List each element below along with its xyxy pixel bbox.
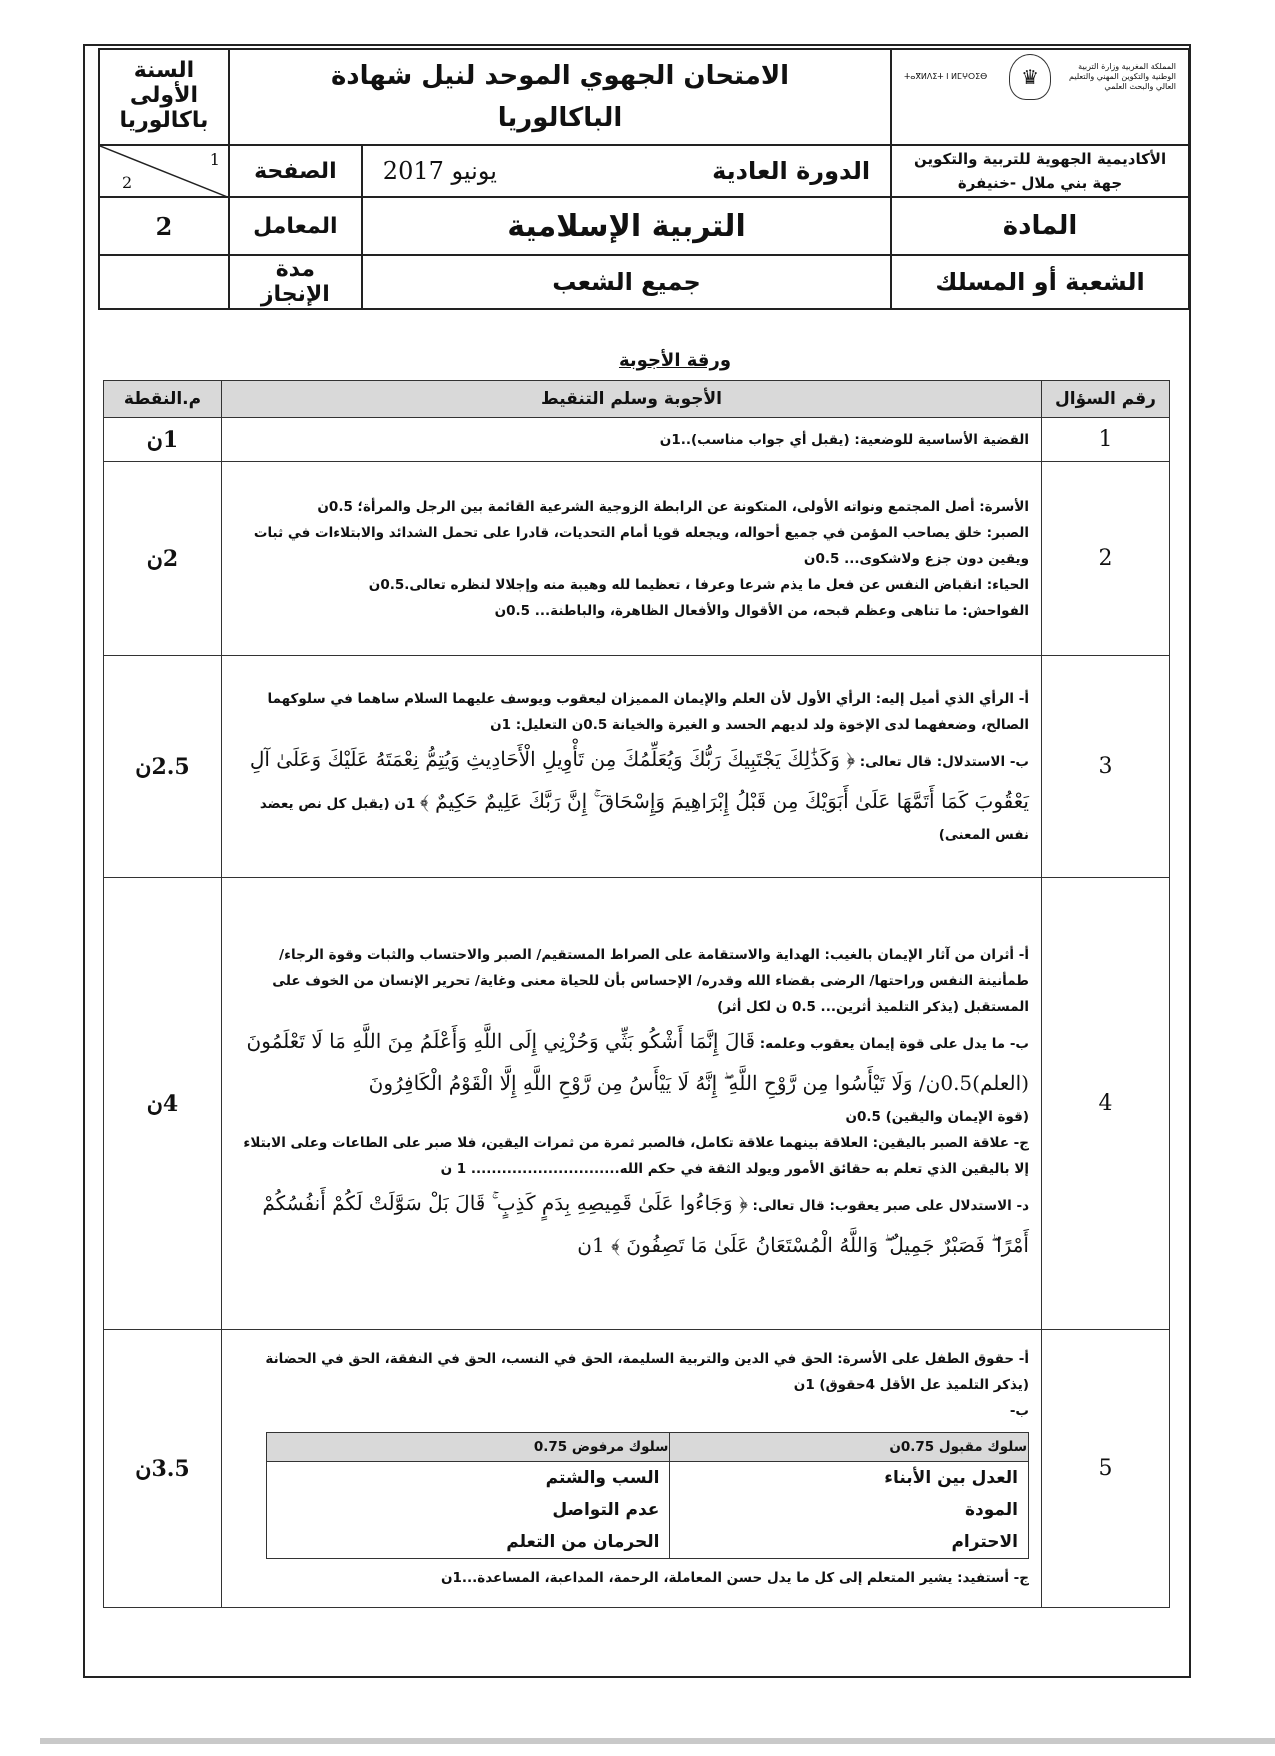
answer-line: الأسرة: أصل المجتمع ونواته الأولى، المتكونة عن الرابطة الزوجية الشرعية القائمة بين الرجل والمرأة؛ 0.5ن — [317, 498, 1029, 515]
table-row — [104, 462, 1170, 656]
question-number: 1 — [1042, 418, 1170, 462]
quran-verse: ﴿ وَجَاءُوا عَلَىٰ قَمِيصِهِ بِدَمٍ كَذِبٍ ۚ قَالَ بَلْ سَوَّلَتْ لَكُمْ أَنفُسُكُمْ أَمْرًا ۖ فَصَبْرٌ جَمِيلٌ ۖ وَاللَّهُ الْمُسْتَعَانُ عَلَىٰ مَا تَصِفُونَ ﴾ 1ن — [262, 1190, 1029, 1257]
col-answers: الأجوبة وسلم التنقيط — [222, 381, 1042, 418]
quran-verse: ﴿ وَكَذَٰلِكَ يَجْتَبِيكَ رَبُّكَ وَيُعَلِّمُكَ مِن تَأْوِيلِ الْأَحَادِيثِ وَيُتِمُّ نِعْمَتَهُ عَلَيْكَ وَعَلَىٰ آلِ يَعْقُوبَ كَمَا أَتَمَّهَا عَلَىٰ أَبَوَيْكَ مِن قَبْلُ إِبْرَاهِيمَ وَإِسْحَاقَ ۚ إِنَّ رَبَّكَ عَلِيمٌ حَكِيمٌ ﴾ — [249, 746, 1029, 813]
royal-emblem-icon: ♛ — [1009, 54, 1051, 100]
behaviors-table — [266, 1432, 1029, 1559]
col-points: م.النقطة — [104, 381, 222, 418]
question-points: 3.5ن — [104, 1330, 222, 1608]
page-total: 2 — [122, 173, 133, 192]
answer-label: ب- ما يدل على قوة إيمان يعقوب وعلمه: — [759, 1035, 1029, 1052]
answer-label: ب- — [1009, 1403, 1029, 1419]
exam-title: الامتحان الجهوي الموحد لنيل شهادة الباكالوريا — [229, 49, 891, 145]
ministry-block — [891, 49, 1189, 145]
region-name: جهة بني ملال -خنيفرة — [957, 174, 1123, 192]
coef-value: 2 — [99, 197, 229, 255]
col-question: رقم السؤال — [1042, 381, 1170, 418]
ministry-amazigh: ⵜⴰⴳⵍⴷⵉⵜ ⵏ ⵍⵎⵖⵔⵉⴱ — [904, 72, 988, 81]
page-current: 1 — [209, 150, 220, 169]
scan-edge — [40, 1738, 1275, 1744]
list-item: العدل بين الأبناء — [884, 1468, 1018, 1488]
table-row — [104, 656, 1170, 878]
answer-part-b — [234, 738, 1029, 848]
question-points: 4ن — [104, 878, 222, 1330]
academy-block — [891, 145, 1189, 197]
track-name: جميع الشعب — [362, 255, 891, 309]
question-number: 2 — [1042, 462, 1170, 656]
ministry-arabic: المملكة المغربية وزارة التربية الوطنية والتكوين المهني والتعليم العالي والبحث العلمي — [1069, 62, 1176, 91]
answer-line: الفواحش: ما تناهى وعظم قبحه، من الأقوال والأفعال الظاهرة، والباطنة... 0.5ن — [494, 602, 1029, 619]
question-points: 1ن — [104, 418, 222, 462]
track-label: الشعبة أو المسلك — [891, 255, 1189, 309]
answer-label: ب- الاستدلال: قال تعالى: — [859, 753, 1029, 770]
question-points: 2.5ن — [104, 656, 222, 878]
duration-value — [99, 255, 229, 309]
list-item: السب والشتم — [545, 1468, 660, 1488]
academy-name: الأكاديمية الجهوية للتربية والتكوين — [914, 150, 1167, 168]
sheet-title: ورقة الأجوبة — [618, 350, 732, 371]
answer-block — [222, 1330, 1042, 1608]
subject-name: التربية الإسلامية — [362, 197, 891, 255]
level-label: السنة الأولى باكالوريا — [99, 49, 229, 145]
answer-part-d — [234, 1182, 1029, 1266]
accepted-list — [670, 1462, 1029, 1559]
table-row — [104, 1330, 1170, 1608]
rejected-list — [266, 1462, 670, 1559]
rejected-header: سلوك مرفوض 0.75 — [266, 1433, 670, 1462]
answer-note: (قوة الإيمان واليقين) 0.5ن — [845, 1108, 1029, 1125]
quran-verse: قَالَ إِنَّمَا أَشْكُو بَثِّي وَحُزْنِي إِلَى اللَّهِ وَأَعْلَمُ مِنَ اللَّهِ مَا لَا تَعْلَمُونَ (العلم)0.5ن/ وَلَا تَيْأَسُوا مِن رَّوْحِ اللَّهِ ۖ إِنَّهُ لَا يَيْأَسُ مِن رَّوْحِ اللَّهِ إِلَّا الْقَوْمُ الْكَافِرُونَ — [246, 1028, 1029, 1095]
answer-text: القضية الأساسية للوضعية: (يقبل أي جواب مناسب)..1ن — [222, 418, 1042, 462]
answer-block — [222, 878, 1042, 1330]
answers-table — [103, 380, 1170, 1608]
answer-block — [222, 656, 1042, 878]
subject-label: المادة — [891, 197, 1189, 255]
table-row — [104, 418, 1170, 462]
session-cell — [362, 145, 891, 197]
table-row — [104, 878, 1170, 1330]
exam-header — [98, 48, 1190, 310]
answer-line: الصبر: خلق يصاحب المؤمن في جميع أحواله، ويجعله قويا أمام التحديات، قادرا على تحمل الشدائد والابتلاءات في ثبات ويقين دون جزع ولاشكوى... 0.5ن — [253, 524, 1029, 567]
session-type: الدورة العادية — [712, 157, 871, 185]
answer-note: 1ن (يقبل كل نص يعضد نفس المعنى) — [259, 795, 1029, 843]
answer-label: د- الاستدلال على صبر يعقوب: قال تعالى: — [752, 1197, 1029, 1214]
answer-part-a: أ- أثران من آثار الإيمان بالغيب: الهداية والاستقامة على الصراط المستقيم/ الصبر والاحتساب والثبات وقوة الرجاء/ طمأنينة النفس وراحتها/ الرضى بقضاء الله وقدره/ الإحساس بأن للحياة معنى وغاية/ تحرير الإنسان من الخوف على المستقبل (يذكر التلميذ أثرين... 0.5 ن لكل أثر) — [272, 946, 1029, 1015]
duration-label: مدة الإنجاز — [229, 255, 362, 309]
list-item: المودة — [964, 1500, 1018, 1520]
answer-part-c: ج- علاقة الصبر باليقين: العلاقة بينهما علاقة تكامل، فالصبر ثمرة من ثمرات اليقين، فلا صبر على الطاعات وعلى الابتلاء إلا باليقين الذي تعلم به حقائق الأمور ويولد الثقة في حكم الله............................. 1 ن — [243, 1134, 1029, 1177]
answer-part-a: أ- الرأي الذي أميل إليه: الرأي الأول لأن العلم والإيمان المميزان ليعقوب ويوسف عليهما السلام ساهما في سلوكهما الصالح، وضعفهما لدى الإخوة ولد لديهم الحسد و الغيرة والخيانة 0.5ن التعليل: 1ن — [267, 690, 1029, 733]
list-item: الحرمان من التعلم — [506, 1532, 660, 1552]
question-points: 2ن — [104, 462, 222, 656]
list-item: الاحترام — [951, 1532, 1018, 1552]
answer-part-c: ج- أستفيد: يشير المتعلم إلى كل ما يدل حسن المعاملة، الرحمة، المداعبة، المساعدة...1ن — [440, 1570, 1029, 1586]
answer-line: الحياء: انقباض النفس عن فعل ما يذم شرعا وعرفا ، تعظيما لله وهيبة منه وإجلالا لنظره تعالى.0.5ن — [368, 576, 1029, 593]
answer-part-a: أ- حقوق الطفل على الأسرة: الحق في الدين والتربية السليمة، الحق في النسب، الحق في النفقة، الحق في الحضانة (يذكر التلميذ عل الأقل 4حقوق) 1ن — [265, 1351, 1029, 1393]
question-number: 5 — [1042, 1330, 1170, 1608]
page-label: الصفحة — [229, 145, 362, 197]
answer-part-b — [234, 1020, 1029, 1104]
session-date: يونيو 2017 — [382, 157, 497, 185]
question-number: 4 — [1042, 878, 1170, 1330]
answer-block — [222, 462, 1042, 656]
list-item: عدم التواصل — [552, 1500, 660, 1520]
question-number: 3 — [1042, 656, 1170, 878]
coef-label: المعامل — [229, 197, 362, 255]
accepted-header: سلوك مقبول 0.75ن — [670, 1433, 1029, 1462]
page-number — [99, 145, 229, 197]
